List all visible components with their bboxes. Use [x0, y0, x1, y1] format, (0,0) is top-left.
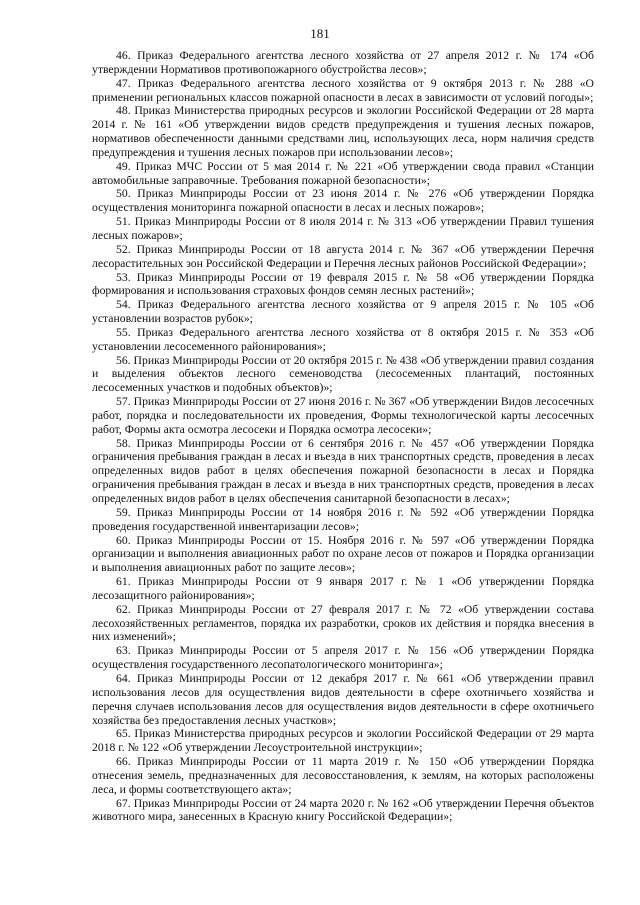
page-number: 181	[310, 26, 330, 41]
list-item-63: 63. Приказ Минприроды России от 5 апреля 2017 г. № 156 «Об утверждении Порядка осуществления государственного лесопатологического мониторинга»;	[92, 644, 594, 672]
list-item-60: 60. Приказ Минприроды России от 15. Ноября 2016 г. № 597 «Об утверждении Порядка организации и выполнения авиационных работ по охране лесов от пожаров и Порядка организации и выполнения авиационных работ по защите лесов»;	[92, 533, 594, 575]
list-item-54: 54. Приказ Федерального агентства лесного хозяйства от 9 апреля 2015 г. № 105 «Об установлении возрастов рубок»;	[92, 298, 594, 326]
list-item-48: 48. Приказ Министерства природных ресурсов и экологии Российской Федерации от 28 марта 2014 г. № 161 «Об утверждении видов средств предупреждения и тушения лесных пожаров, нормативов обеспеченности данными средствами лиц, использующих леса, норм наличия средств предупреждения и тушения лесных пожаров при использовании лесов»;	[92, 104, 594, 159]
document-body	[92, 49, 594, 824]
list-item-66: 66. Приказ Минприроды России от 11 марта 2019 г. № 150 «Об утверждении Порядка отнесения земель, предназначенных для лесовосстановления, к землям, на которых расположены леса, и формы соответствующего акта»;	[92, 755, 594, 796]
list-item-65: 65. Приказ Министерства природных ресурсов и экологии Российской Федерации от 29 марта 2018 г. № 122 «Об утверждении Лесоустроительной инструкции»;	[92, 727, 594, 755]
list-item-58: 58. Приказ Минприроды России от 6 сентября 2016 г. № 457 «Об утверждении Порядка ограничения пребывания граждан в лесах и въезда в них транспортных средств, проведения в лесах определенных видов работ в целях обеспечения пожарной безопасности в лесах и Порядка ограничения пребывания граждан в лесах и въезда в них транспортных средств, проведения в лесах определенных видов работ в целях обеспечения санитарной безопасности в лесах»;	[92, 436, 594, 505]
list-item-62: 62. Приказ Минприроды России от 27 февраля 2017 г. № 72 «Об утверждении состава лесохозяйственных регламентов, порядка их разработки, сроков их действия и порядка внесения в них изменений»;	[92, 602, 594, 644]
list-item-64: 64. Приказ Минприроды России от 12 декабря 2017 г. № 661 «Об утверждении правил использования лесов для осуществления видов деятельности в сфере охотничьего хозяйства и перечня случаев использования лесов для осуществления видов деятельности в сфере охотничьего хозяйства без предоставления лесных участков»;	[92, 671, 594, 727]
list-item-55: 55. Приказ Федерального агентства лесного хозяйства от 8 октября 2015 г. № 353 «Об установлении лесосеменного районирования»;	[92, 325, 594, 353]
list-item-61: 61. Приказ Минприроды России от 9 января 2017 г. № 1 «Об утверждении Порядка лесозащитного районирования»;	[92, 575, 594, 602]
list-item-57: 57. Приказ Минприроды России от 27 июня 2016 г. № 367 «Об утверждении Видов лесосечных работ, порядка и последовательности их проведения, Формы технологической карты лесосечных работ, Формы акта осмотра лесосеки и Порядка осмотра лесосеки»;	[92, 395, 594, 436]
list-item-49: 49. Приказ МЧС России от 5 мая 2014 г. № 221 «Об утверждении свода правил «Станции автомобильные заправочные. Требования пожарной безопасности»;	[92, 159, 594, 187]
list-item-51: 51. Приказ Минприроды России от 8 июля 2014 г. № 313 «Об утверждении Правил тушения лесных пожаров»;	[92, 215, 594, 242]
list-item-53: 53. Приказ Минприроды России от 19 февраля 2015 г. № 58 «Об утверждении Порядка формирования и использования страховых фондов семян лесных растений»;	[92, 270, 594, 298]
list-item-56: 56. Приказ Минприроды России от 20 октября 2015 г. № 438 «Об утверждении правил создания и выделения объектов лесного семеноводства (лесосеменных плантаций, постоянных лесосеменных участков и подобных объектов)»;	[92, 353, 594, 395]
list-item-50: 50. Приказ Минприроды России от 23 июня 2014 г. № 276 «Об утверждении Порядка осуществления мониторинга пожарной опасности в лесах и лесных пожаров»;	[92, 187, 594, 215]
list-item-46: 46. Приказ Федерального агентства лесного хозяйства от 27 апреля 2012 г. № 174 «Об утверждении Нормативов противопожарного обустройства лесов»;	[92, 49, 594, 76]
list-item-67: 67. Приказ Минприроды России от 24 марта 2020 г. № 162 «Об утверждении Перечня объектов животного мира, занесенных в Красную книгу Российской Федерации»;	[92, 796, 594, 824]
list-item-52: 52. Приказ Минприроды России от 18 августа 2014 г. № 367 «Об утверждении Перечня лесорастительных зон Российской Федерации и Перечня лесных районов Российской Федерации»;	[92, 242, 594, 270]
list-item-59: 59. Приказ Минприроды России от 14 ноября 2016 г. № 592 «Об утверждении Порядка проведения государственной инвентаризации лесов»;	[92, 505, 594, 533]
list-item-47: 47. Приказ Федерального агентства лесного хозяйства от 9 октября 2013 г. № 288 «О применении региональных классов пожарной опасности в лесах в зависимости от условий погоды»;	[92, 76, 594, 104]
